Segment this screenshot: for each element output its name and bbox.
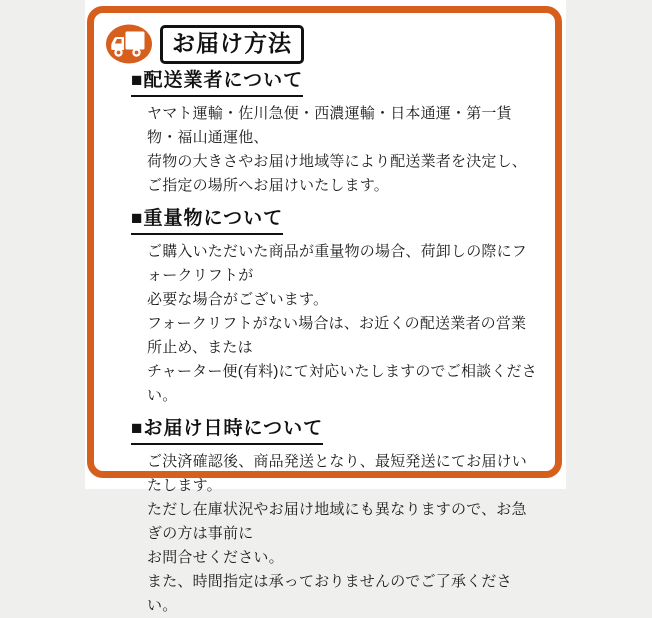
- delivery-info-panel: [87, 6, 562, 614]
- body-line: ご購入いただいた商品が重量物の場合、荷卸しの際にフォークリフトが: [147, 243, 528, 284]
- body-line: フォークリフトがない場合は、お近くの配送業者の営業所止め、または: [147, 315, 527, 356]
- body-line: 必要な場合がございます。: [147, 291, 329, 308]
- truck-icon: [106, 24, 152, 64]
- section-delivery-schedule-body: [147, 450, 541, 618]
- body-line: チャーター便(有料)にて対応いたしますのでご相談ください。: [147, 363, 537, 404]
- body-line: ヤマト運輸・佐川急便・西濃運輸・日本通運・第一貨物・福山通運他、: [147, 105, 512, 146]
- body-line: ご決済確認後、商品発送となり、最短発送にてお届けいたします。: [147, 453, 528, 494]
- section-carriers: [131, 70, 541, 198]
- section-heavy-items-heading: ■重量物について: [131, 208, 283, 235]
- body-line: ただし在庫状況やお届け地域にも異なりますので、お急ぎの方は事前に: [147, 501, 527, 542]
- section-heavy-items: [131, 208, 541, 408]
- section-carriers-body: [147, 102, 541, 198]
- section-heavy-items-body: [147, 240, 541, 408]
- body-line: 荷物の大きさやお届け地域等により配送業者を決定し、: [147, 153, 528, 170]
- section-delivery-schedule-heading: ■お届け日時について: [131, 418, 323, 445]
- body-line: ご指定の場所へお届けいたします。: [147, 177, 390, 194]
- panel-header: [106, 24, 541, 64]
- section-delivery-schedule: [131, 418, 541, 618]
- body-line: また、時間指定は承っておりませんのでご了承ください。: [147, 573, 512, 614]
- page-title: お届け方法: [160, 25, 304, 64]
- body-line: お問合せください。: [147, 549, 284, 566]
- section-carriers-heading: ■配送業者について: [131, 70, 303, 97]
